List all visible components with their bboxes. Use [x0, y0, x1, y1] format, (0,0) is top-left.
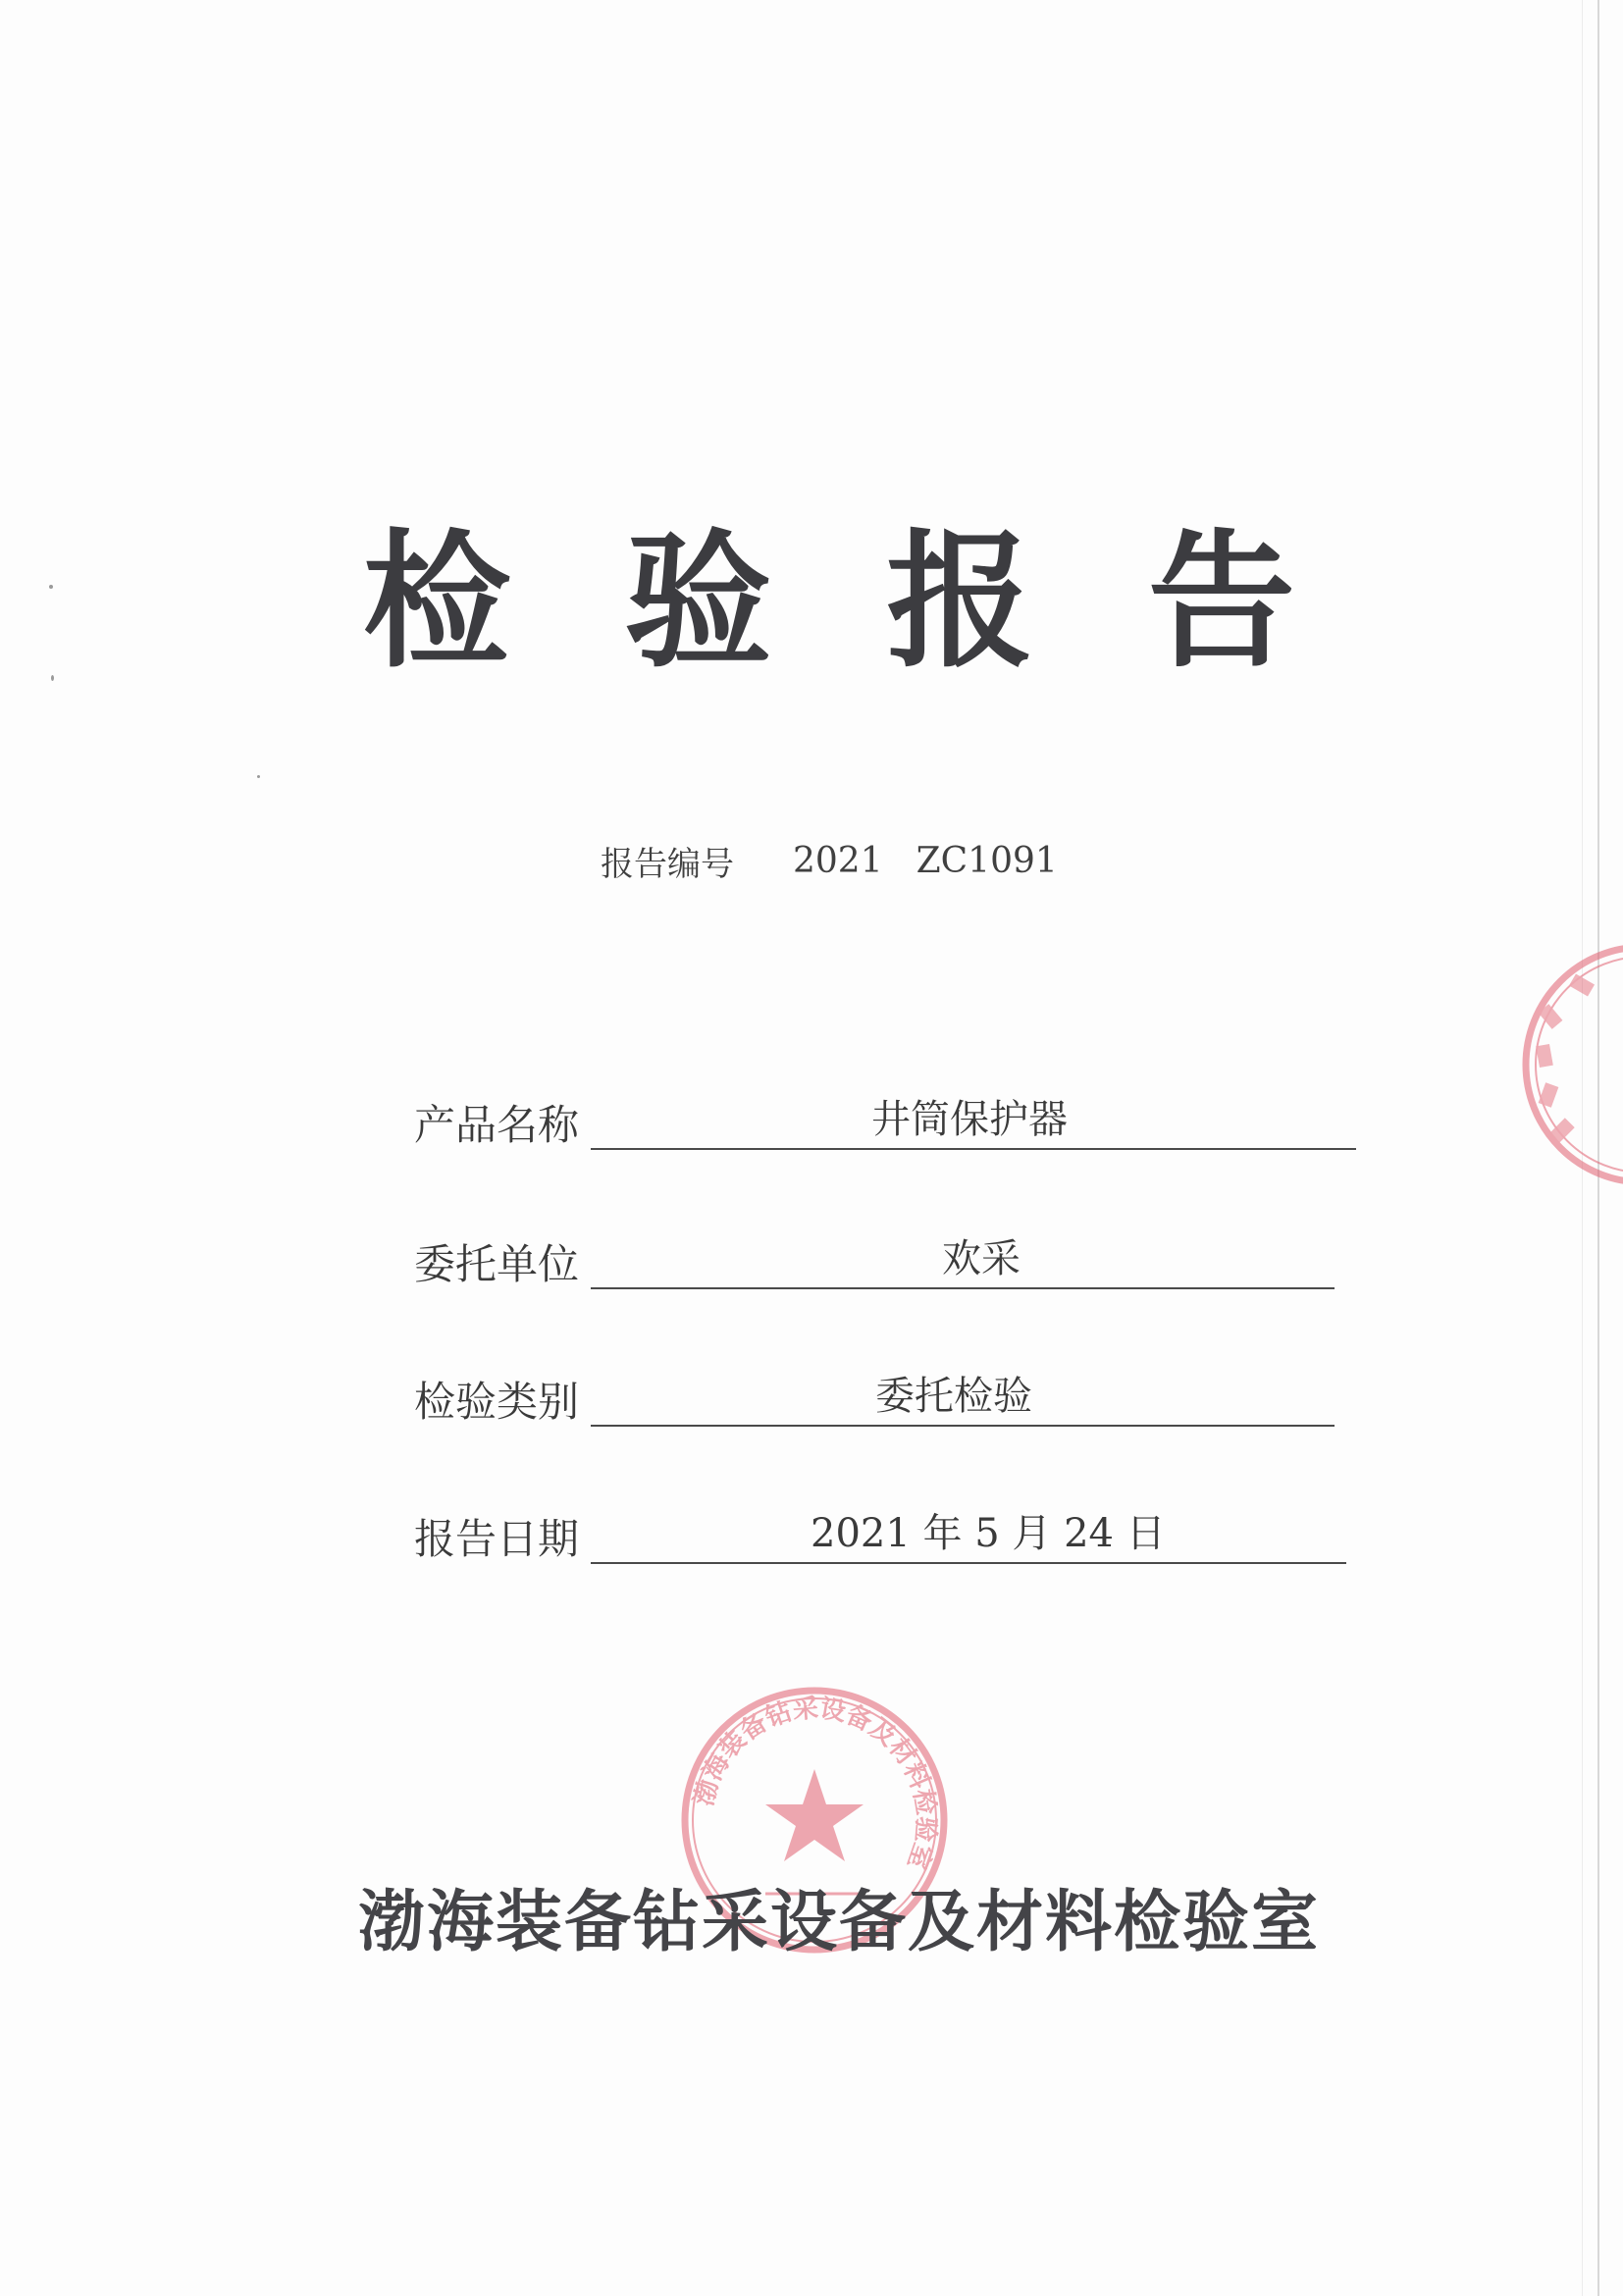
report-number — [601, 836, 1058, 885]
scan-speck — [257, 775, 260, 778]
title-char-2: 验 — [624, 517, 772, 688]
title-char-1: 检 — [363, 517, 511, 688]
inspection-category-value: 委托检验 — [875, 1374, 1032, 1419]
report-date-value: 2021 年 5 月 24 日 — [811, 1511, 1166, 1556]
product-name-value: 井筒保护器 — [871, 1097, 1068, 1142]
client-label: 委托单位 — [414, 1240, 580, 1288]
client-underline — [591, 1287, 1335, 1289]
report-date-underline — [591, 1562, 1346, 1564]
inspection-category-underline — [591, 1425, 1335, 1427]
report-date-field — [414, 1503, 1356, 1572]
report-number-code: ZC1091 — [916, 840, 1058, 881]
client-field — [414, 1228, 1356, 1297]
product-name-underline — [591, 1148, 1356, 1150]
edge-seal-fragment — [1516, 937, 1623, 1192]
title-char-4: 告 — [1147, 517, 1295, 688]
report-number-year: 2021 — [793, 840, 883, 881]
report-number-label: 报告编号 — [601, 844, 734, 884]
report-date-label: 报告日期 — [414, 1515, 580, 1563]
product-name-label: 产品名称 — [414, 1101, 580, 1149]
organization-name: 渤海装备钻采设备及材料检验室 — [357, 1884, 1320, 1961]
report-title — [363, 500, 1295, 688]
inspection-category-label: 检验类别 — [414, 1378, 580, 1426]
seal-text: 渤海装备钻采设备及材料检验室 — [689, 1694, 941, 1874]
seal-star-icon — [765, 1769, 864, 1861]
inspection-category-field — [414, 1366, 1356, 1435]
title-char-3: 报 — [886, 517, 1034, 688]
scan-speck — [49, 585, 53, 589]
scan-speck — [51, 675, 54, 681]
product-name-field — [414, 1089, 1356, 1158]
client-value: 欢采 — [942, 1236, 1021, 1281]
